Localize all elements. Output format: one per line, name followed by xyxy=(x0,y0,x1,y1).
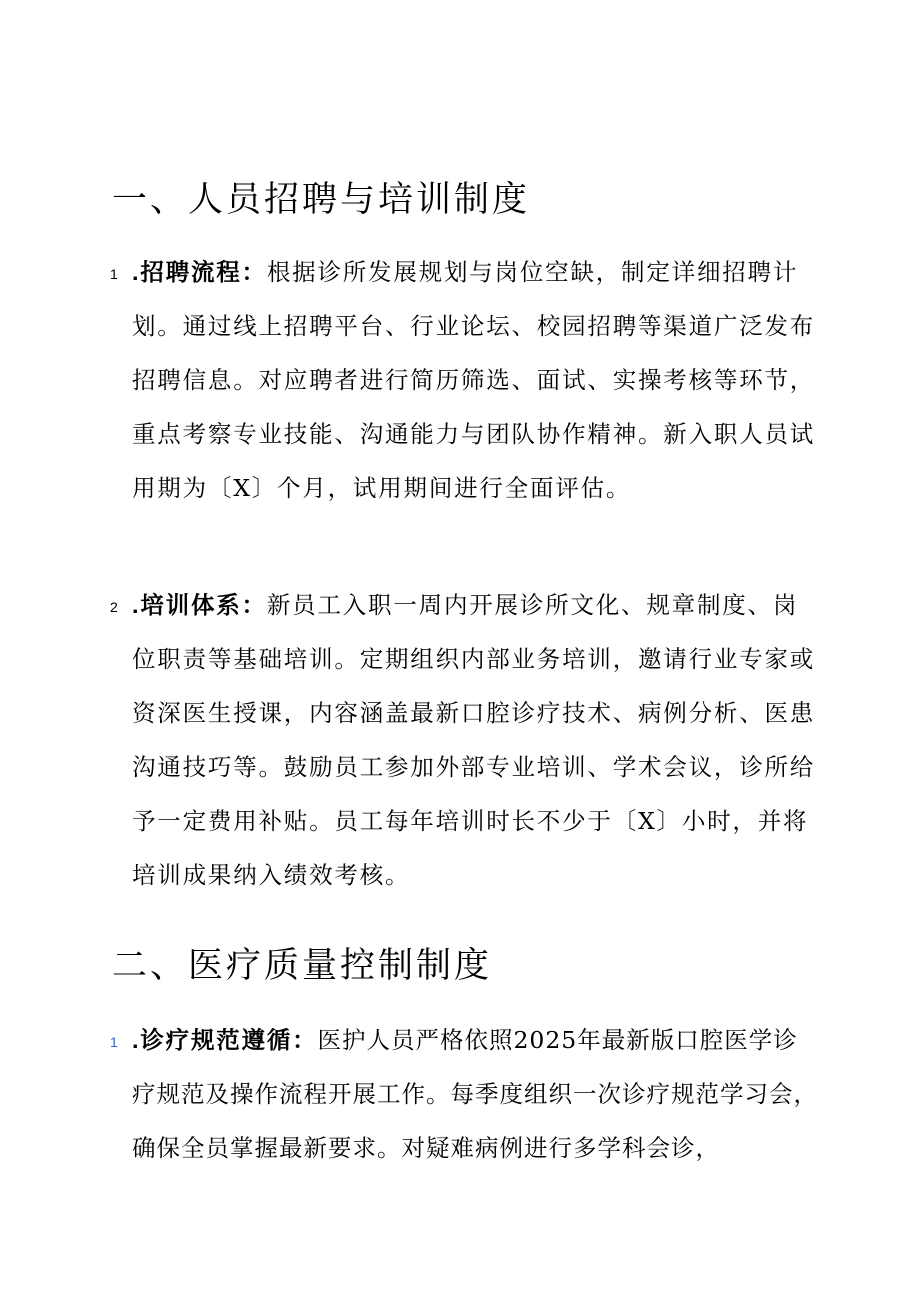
section-heading-quality-control: 二、医疗质量控制制度 xyxy=(112,946,493,986)
list-item-diagnosis-standards xyxy=(110,1013,822,1175)
list-item-body: 医护人员严格依照2025年最新版口腔医学诊疗规范及操作流程开展工作。每季度组织一次诊疗规范学习会，确保全员掌握最新要求。对疑难病例进行多学科会诊， xyxy=(132,1026,818,1162)
list-item-dot: . xyxy=(132,1027,141,1053)
section-heading-recruitment-training: 一、人员招聘与培训制度 xyxy=(112,180,531,220)
list-item-label: 招聘流程： xyxy=(140,258,267,286)
list-item-number: 1 xyxy=(110,266,118,282)
list-item-body: 新员工入职一周内开展诊所文化、规章制度、岗位职责等基础培训。定期组织内部业务培训，邀请行业专家或资深医生授课，内容涵盖最新口腔诊疗技术、病例分析、医患沟通技巧等。鼓励员工参加外部专业培训、学术会议，诊所给予一定费用补贴。员工每年培训时长不少于〔X〕小时，并将培训成果纳入绩效考核。 xyxy=(132,591,816,889)
list-item-number: 2 xyxy=(110,599,118,615)
list-item-dot: . xyxy=(132,592,141,618)
list-item-recruitment-process xyxy=(110,245,822,515)
list-item-number: 1 xyxy=(110,1034,118,1050)
list-item-training-system xyxy=(110,578,822,902)
list-item-body: 根据诊所发展规划与岗位空缺，制定详细招聘计划。通过线上招聘平台、行业论坛、校园招聘等渠道广泛发布招聘信息。对应聘者进行简历筛选、面试、实操考核等环节，重点考察专业技能、沟通能力与团队协作精神。新入职人员试用期为〔X〕个月，试用期间进行全面评估。 xyxy=(132,258,816,502)
list-item-label: 培训体系： xyxy=(140,591,267,619)
list-item-dot: . xyxy=(132,259,141,285)
list-item-label: 诊疗规范遵循： xyxy=(140,1026,318,1054)
